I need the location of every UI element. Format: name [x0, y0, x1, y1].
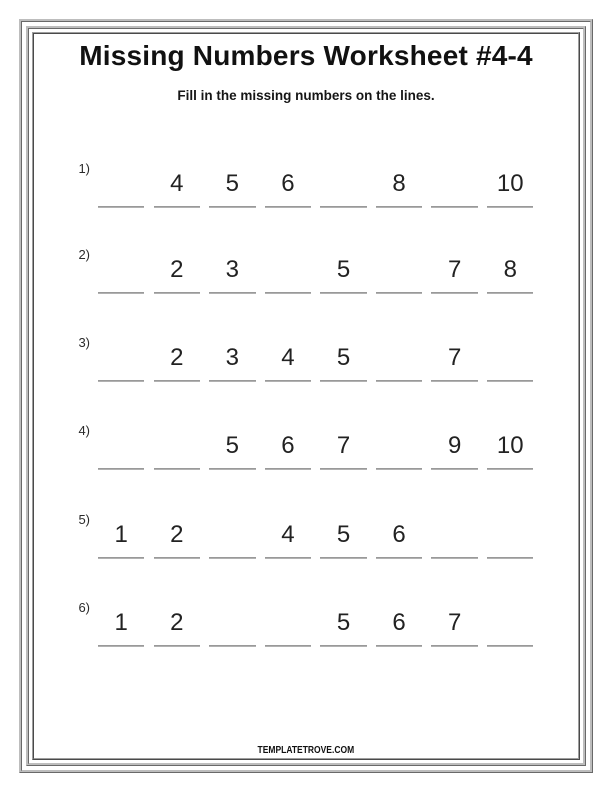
- blank-line: [431, 557, 477, 559]
- blank-line: [209, 468, 255, 470]
- number-slot: [209, 154, 255, 208]
- number-slot: [487, 593, 533, 647]
- worksheet-row-3: [0, 328, 612, 382]
- blank-line: [209, 557, 255, 559]
- blank-line: [487, 557, 533, 559]
- slot-value: 8: [503, 256, 517, 283]
- blank-line: [154, 645, 200, 647]
- blank-line: [376, 468, 422, 470]
- slot-value: 6: [392, 609, 406, 636]
- blank-line: [98, 557, 144, 559]
- slot-value: 5: [225, 170, 240, 197]
- row-number-label: 4): [78, 423, 90, 438]
- number-slot: [320, 416, 366, 470]
- worksheet-title: Missing Numbers Worksheet #4-4: [79, 40, 533, 71]
- slot-value: 2: [170, 609, 184, 636]
- slot-value: 8: [392, 170, 406, 197]
- blank-line: [154, 380, 200, 382]
- number-slot: [98, 416, 144, 470]
- blank-line: [98, 468, 144, 470]
- slot-value: 6: [281, 170, 295, 197]
- blank-line: [265, 557, 311, 559]
- worksheet-row-6: [0, 593, 612, 647]
- blank-line: [376, 292, 422, 294]
- number-slot: [431, 505, 477, 559]
- worksheet-row-4: [0, 416, 612, 470]
- number-slot: [209, 505, 255, 559]
- number-slot: [320, 240, 366, 294]
- blank-line: [376, 380, 422, 382]
- number-slot: [487, 154, 533, 208]
- row-cells: [98, 240, 533, 294]
- slot-value: 5: [336, 256, 351, 283]
- blank-line: [431, 645, 477, 647]
- number-slot: [265, 240, 311, 294]
- slot-value: 6: [392, 521, 406, 548]
- slot-value: 7: [336, 432, 351, 459]
- blank-line: [154, 468, 200, 470]
- number-slot: [487, 505, 533, 559]
- number-slot: [154, 505, 200, 559]
- blank-line: [265, 645, 311, 647]
- slot-value: 7: [447, 609, 462, 636]
- number-slot: [487, 328, 533, 382]
- blank-line: [487, 468, 533, 470]
- blank-line: [487, 292, 533, 294]
- slot-value: 6: [281, 432, 295, 459]
- row-cells: [98, 593, 533, 647]
- row-cells: [98, 416, 533, 470]
- number-slot: [98, 240, 144, 294]
- blank-line: [431, 292, 477, 294]
- slot-value: 9: [447, 432, 462, 459]
- number-slot: [98, 505, 144, 559]
- instructions-text: Fill in the missing numbers on the lines.: [177, 88, 435, 103]
- slot-value: 10: [496, 170, 524, 197]
- number-slot: [431, 593, 477, 647]
- blank-line: [265, 206, 311, 208]
- number-slot: [154, 593, 200, 647]
- blank-line: [154, 292, 200, 294]
- blank-line: [265, 292, 311, 294]
- blank-line: [265, 380, 311, 382]
- blank-line: [154, 206, 200, 208]
- blank-line: [431, 206, 477, 208]
- slot-value: 2: [170, 521, 184, 548]
- worksheet-row-1: [0, 154, 612, 208]
- blank-line: [98, 380, 144, 382]
- blank-line: [376, 645, 422, 647]
- row-cells: [98, 505, 533, 559]
- blank-line: [209, 206, 255, 208]
- blank-line: [209, 380, 255, 382]
- row-number-label: 5): [78, 512, 90, 527]
- number-slot: [265, 328, 311, 382]
- number-slot: [265, 416, 311, 470]
- number-slot: [320, 328, 366, 382]
- blank-line: [376, 557, 422, 559]
- number-slot: [431, 240, 477, 294]
- number-slot: [487, 240, 533, 294]
- blank-line: [320, 380, 366, 382]
- slot-value: 1: [114, 521, 128, 548]
- slot-value: 3: [225, 256, 240, 283]
- number-slot: [376, 240, 422, 294]
- slot-value: 10: [496, 432, 524, 459]
- number-slot: [154, 328, 200, 382]
- slot-value: 4: [281, 521, 295, 548]
- slot-value: 2: [170, 256, 184, 283]
- number-slot: [376, 416, 422, 470]
- number-slot: [154, 240, 200, 294]
- number-slot: [98, 593, 144, 647]
- blank-line: [209, 292, 255, 294]
- blank-line: [487, 380, 533, 382]
- number-slot: [487, 416, 533, 470]
- number-slot: [209, 416, 255, 470]
- number-slot: [320, 593, 366, 647]
- number-slot: [265, 505, 311, 559]
- blank-line: [320, 206, 366, 208]
- slot-value: 5: [336, 609, 351, 636]
- row-number-label: 2): [78, 247, 90, 262]
- row-number-label: 6): [78, 600, 90, 615]
- worksheet-row-2: [0, 240, 612, 294]
- blank-line: [320, 557, 366, 559]
- number-slot: [209, 593, 255, 647]
- number-slot: [376, 328, 422, 382]
- row-cells: [98, 154, 533, 208]
- blank-line: [320, 645, 366, 647]
- number-slot: [98, 154, 144, 208]
- slot-value: 7: [447, 256, 462, 283]
- number-slot: [98, 328, 144, 382]
- blank-line: [487, 206, 533, 208]
- page-border-outer: [19, 19, 593, 773]
- slot-value: 1: [114, 609, 128, 636]
- number-slot: [265, 154, 311, 208]
- slot-value: 5: [225, 432, 240, 459]
- row-number-label: 1): [78, 161, 90, 176]
- slot-value: 2: [170, 344, 184, 371]
- blank-line: [376, 206, 422, 208]
- slot-value: 4: [281, 344, 295, 371]
- number-slot: [376, 154, 422, 208]
- number-slot: [209, 328, 255, 382]
- blank-line: [98, 206, 144, 208]
- number-slot: [431, 416, 477, 470]
- slot-value: 7: [447, 344, 462, 371]
- blank-line: [98, 292, 144, 294]
- slot-value: 5: [336, 344, 351, 371]
- blank-line: [487, 645, 533, 647]
- number-slot: [376, 593, 422, 647]
- number-slot: [265, 593, 311, 647]
- blank-line: [320, 468, 366, 470]
- slot-value: 3: [225, 344, 240, 371]
- worksheet-row-5: [0, 505, 612, 559]
- blank-line: [98, 645, 144, 647]
- blank-line: [431, 468, 477, 470]
- number-slot: [431, 154, 477, 208]
- page-border-middle: [26, 26, 586, 766]
- number-slot: [431, 328, 477, 382]
- page-border-inner: [32, 32, 580, 760]
- number-slot: [209, 240, 255, 294]
- slot-value: 5: [336, 521, 351, 548]
- blank-line: [431, 380, 477, 382]
- number-slot: [154, 416, 200, 470]
- blank-line: [265, 468, 311, 470]
- row-number-label: 3): [78, 335, 90, 350]
- number-slot: [154, 154, 200, 208]
- slot-value: 4: [170, 170, 184, 197]
- blank-line: [209, 645, 255, 647]
- number-slot: [376, 505, 422, 559]
- row-cells: [98, 328, 533, 382]
- blank-line: [154, 557, 200, 559]
- number-slot: [320, 505, 366, 559]
- number-slot: [320, 154, 366, 208]
- site-credit-text: TEMPLATETROVE.COM: [257, 745, 355, 756]
- footer: [0, 740, 612, 758]
- blank-line: [320, 292, 366, 294]
